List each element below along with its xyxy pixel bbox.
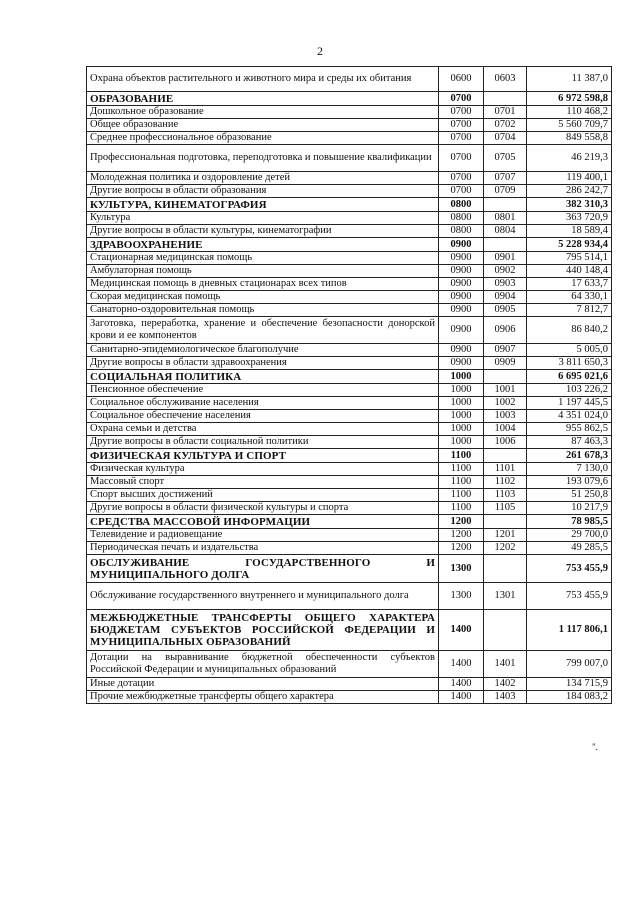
section-code-cell: 0900 [439,304,484,317]
section-header-row [87,238,612,252]
amount-cell: 46 219,3 [527,145,612,172]
section-code-cell: 0700 [439,106,484,119]
section-code-cell: 1100 [439,476,484,489]
table-row [87,172,612,185]
amount-cell: 49 285,5 [527,542,612,555]
expense-name-cell: Прочие межбюджетные трансферты общего характера [87,691,439,704]
section-header-row [87,198,612,212]
amount-cell: 134 715,9 [527,678,612,691]
subsection-code-cell: 1301 [484,583,527,610]
subsection-code-cell: 0902 [484,265,527,278]
amount-cell: 363 720,9 [527,212,612,225]
subsection-code-cell: 1201 [484,529,527,542]
expense-name-cell: Другие вопросы в области образования [87,185,439,198]
amount-cell: 17 633,7 [527,278,612,291]
table-row [87,185,612,198]
section-code-cell: 1200 [439,515,484,529]
subsection-code-cell [484,238,527,252]
subsection-code-cell: 1101 [484,463,527,476]
section-code-cell: 1000 [439,370,484,384]
table-row [87,344,612,357]
subsection-code-cell: 0904 [484,291,527,304]
expense-name-cell: Санитарно-эпидемиологическое благополучие [87,344,439,357]
section-code-cell: 1100 [439,449,484,463]
amount-cell: 261 678,3 [527,449,612,463]
section-code-cell: 1300 [439,583,484,610]
table-row [87,423,612,436]
section-code-cell: 1000 [439,410,484,423]
table-row [87,252,612,265]
subsection-code-cell [484,449,527,463]
table-row [87,212,612,225]
expense-name-cell: Социальное обеспечение населения [87,410,439,423]
subsection-code-cell: 0702 [484,119,527,132]
table-row [87,317,612,344]
subsection-code-cell: 0801 [484,212,527,225]
expense-name-cell: Периодическая печать и издательства [87,542,439,555]
table-row [87,304,612,317]
expense-name-cell: Другие вопросы в области культуры, кинематографии [87,225,439,238]
amount-cell: 110 468,2 [527,106,612,119]
expense-name-cell: Охрана объектов растительного и животного мира и среды их обитания [87,67,439,92]
expense-name-cell: ФИЗИЧЕСКАЯ КУЛЬТУРА И СПОРТ [87,449,439,463]
expense-name-cell: Амбулаторная помощь [87,265,439,278]
subsection-code-cell: 1001 [484,384,527,397]
amount-cell: 955 862,5 [527,423,612,436]
section-code-cell: 0900 [439,344,484,357]
section-code-cell: 1100 [439,502,484,515]
section-header-row [87,449,612,463]
section-code-cell: 0900 [439,238,484,252]
section-code-cell: 1200 [439,542,484,555]
amount-cell: 193 079,6 [527,476,612,489]
amount-cell: 87 463,3 [527,436,612,449]
expense-name-cell: Заготовка, переработка, хранение и обеспечение безопасности донорской крови и ее компонентов [87,317,439,344]
section-code-cell: 0900 [439,357,484,370]
section-code-cell: 0700 [439,145,484,172]
budget-table [86,66,612,704]
section-code-cell: 0900 [439,265,484,278]
table-row [87,678,612,691]
expense-name-cell: Физическая культура [87,463,439,476]
section-code-cell: 1200 [439,529,484,542]
expense-name-cell: Профессиональная подготовка, переподготовка и повышение квалификации [87,145,439,172]
amount-cell: 10 217,9 [527,502,612,515]
section-header-row [87,515,612,529]
expense-name-cell: Дотации на выравнивание бюджетной обеспеченности субъектов Российской Федерации и муниципальных образований [87,651,439,678]
subsection-code-cell: 1102 [484,476,527,489]
subsection-code-cell: 0909 [484,357,527,370]
table-row [87,651,612,678]
section-header-row [87,370,612,384]
expense-name-cell: Медицинская помощь в дневных стационарах всех типов [87,278,439,291]
section-code-cell: 1000 [439,436,484,449]
table-row [87,106,612,119]
subsection-code-cell [484,198,527,212]
expense-name-cell: Санаторно-оздоровительная помощь [87,304,439,317]
amount-cell: 103 226,2 [527,384,612,397]
section-code-cell: 1100 [439,463,484,476]
amount-cell: 440 148,4 [527,265,612,278]
expense-name-cell: Другие вопросы в области здравоохранения [87,357,439,370]
table-row [87,357,612,370]
amount-cell: 7 130,0 [527,463,612,476]
section-code-cell: 1400 [439,610,484,651]
amount-cell: 5 228 934,4 [527,238,612,252]
subsection-code-cell [484,92,527,106]
expense-name-cell: КУЛЬТУРА, КИНЕМАТОГРАФИЯ [87,198,439,212]
section-code-cell: 0800 [439,198,484,212]
expense-name-cell: Массовый спорт [87,476,439,489]
expense-name-cell: СОЦИАЛЬНАЯ ПОЛИТИКА [87,370,439,384]
amount-cell: 51 250,8 [527,489,612,502]
expense-name-cell: Пенсионное обеспечение [87,384,439,397]
subsection-code-cell: 0907 [484,344,527,357]
amount-cell: 6 695 021,6 [527,370,612,384]
amount-cell: 11 387,0 [527,67,612,92]
subsection-code-cell: 0903 [484,278,527,291]
section-code-cell: 0900 [439,252,484,265]
expense-name-cell: ОБСЛУЖИВАНИЕ ГОСУДАРСТВЕННОГО И МУНИЦИПАЛЬНОГО ДОЛГА [87,555,439,583]
amount-cell: 64 330,1 [527,291,612,304]
expense-name-cell: Социальное обслуживание населения [87,397,439,410]
section-code-cell: 0700 [439,172,484,185]
subsection-code-cell: 0709 [484,185,527,198]
table-row [87,476,612,489]
amount-cell: 5 005,0 [527,344,612,357]
expense-name-cell: Молодежная политика и оздоровление детей [87,172,439,185]
table-row [87,265,612,278]
table-row [87,529,612,542]
subsection-code-cell: 1003 [484,410,527,423]
section-header-row [87,610,612,651]
amount-cell: 29 700,0 [527,529,612,542]
table-row [87,291,612,304]
section-code-cell: 0700 [439,185,484,198]
section-code-cell: 0800 [439,225,484,238]
expense-name-cell: МЕЖБЮДЖЕТНЫЕ ТРАНСФЕРТЫ ОБЩЕГО ХАРАКТЕРА БЮДЖЕТАМ СУБЪЕКТОВ РОССИЙСКОЙ ФЕДЕРАЦИИ И МУНИЦИПАЛЬНЫХ ОБРАЗОВАНИЙ [87,610,439,651]
amount-cell: 4 351 024,0 [527,410,612,423]
amount-cell: 382 310,3 [527,198,612,212]
table-row [87,410,612,423]
subsection-code-cell: 0705 [484,145,527,172]
subsection-code-cell: 1002 [484,397,527,410]
section-code-cell: 1000 [439,384,484,397]
expense-name-cell: Телевидение и радиовещание [87,529,439,542]
subsection-code-cell: 1105 [484,502,527,515]
expense-name-cell: СРЕДСТВА МАССОВОЙ ИНФОРМАЦИИ [87,515,439,529]
table-row [87,132,612,145]
table-row [87,463,612,476]
amount-cell: 1 117 806,1 [527,610,612,651]
section-header-row [87,555,612,583]
section-code-cell: 0700 [439,119,484,132]
subsection-code-cell: 0905 [484,304,527,317]
subsection-code-cell: 1103 [484,489,527,502]
expense-name-cell: Спорт высших достижений [87,489,439,502]
amount-cell: 3 811 650,3 [527,357,612,370]
section-code-cell: 0900 [439,291,484,304]
subsection-code-cell: 1004 [484,423,527,436]
table-row [87,119,612,132]
subsection-code-cell: 0707 [484,172,527,185]
section-code-cell: 0700 [439,132,484,145]
subsection-code-cell: 1006 [484,436,527,449]
expense-name-cell: Среднее профессиональное образование [87,132,439,145]
section-header-row [87,92,612,106]
table-row [87,691,612,704]
table-row [87,436,612,449]
table-row [87,67,612,92]
amount-cell: 753 455,9 [527,583,612,610]
amount-cell: 6 972 598,8 [527,92,612,106]
table-row [87,489,612,502]
table-row [87,145,612,172]
subsection-code-cell [484,610,527,651]
table-row [87,225,612,238]
closing-quote-mark: ". [592,742,598,752]
subsection-code-cell: 1401 [484,651,527,678]
expense-name-cell: Стационарная медицинская помощь [87,252,439,265]
table-row [87,583,612,610]
subsection-code-cell: 0906 [484,317,527,344]
section-code-cell: 1400 [439,651,484,678]
subsection-code-cell [484,515,527,529]
amount-cell: 849 558,8 [527,132,612,145]
section-code-cell: 1400 [439,678,484,691]
table-row [87,397,612,410]
subsection-code-cell: 1402 [484,678,527,691]
section-code-cell: 0900 [439,278,484,291]
page-number: 2 [317,44,323,58]
expense-name-cell: ОБРАЗОВАНИЕ [87,92,439,106]
subsection-code-cell: 0701 [484,106,527,119]
subsection-code-cell: 0603 [484,67,527,92]
expense-name-cell: Иные дотации [87,678,439,691]
table-row [87,278,612,291]
amount-cell: 286 242,7 [527,185,612,198]
expense-name-cell: ЗДРАВООХРАНЕНИЕ [87,238,439,252]
expense-name-cell: Охрана семьи и детства [87,423,439,436]
amount-cell: 184 083,2 [527,691,612,704]
section-code-cell: 1400 [439,691,484,704]
section-code-cell: 0600 [439,67,484,92]
section-code-cell: 1300 [439,555,484,583]
subsection-code-cell [484,370,527,384]
expense-name-cell: Обслуживание государственного внутреннего и муниципального долга [87,583,439,610]
subsection-code-cell: 0804 [484,225,527,238]
amount-cell: 753 455,9 [527,555,612,583]
amount-cell: 119 400,1 [527,172,612,185]
subsection-code-cell [484,555,527,583]
expense-name-cell: Скорая медицинская помощь [87,291,439,304]
subsection-code-cell: 0901 [484,252,527,265]
amount-cell: 5 560 709,7 [527,119,612,132]
table-row [87,502,612,515]
amount-cell: 78 985,5 [527,515,612,529]
expense-name-cell: Другие вопросы в области физической культуры и спорта [87,502,439,515]
budget-table-body [87,67,612,704]
subsection-code-cell: 1403 [484,691,527,704]
section-code-cell: 0900 [439,317,484,344]
amount-cell: 7 812,7 [527,304,612,317]
amount-cell: 1 197 445,5 [527,397,612,410]
section-code-cell: 0700 [439,92,484,106]
expense-name-cell: Дошкольное образование [87,106,439,119]
section-code-cell: 1000 [439,423,484,436]
table-row [87,542,612,555]
amount-cell: 86 840,2 [527,317,612,344]
section-code-cell: 1100 [439,489,484,502]
amount-cell: 799 007,0 [527,651,612,678]
expense-name-cell: Другие вопросы в области социальной политики [87,436,439,449]
amount-cell: 18 589,4 [527,225,612,238]
subsection-code-cell: 0704 [484,132,527,145]
section-code-cell: 0800 [439,212,484,225]
expense-name-cell: Общее образование [87,119,439,132]
subsection-code-cell: 1202 [484,542,527,555]
table-row [87,384,612,397]
section-code-cell: 1000 [439,397,484,410]
expense-name-cell: Культура [87,212,439,225]
amount-cell: 795 514,1 [527,252,612,265]
